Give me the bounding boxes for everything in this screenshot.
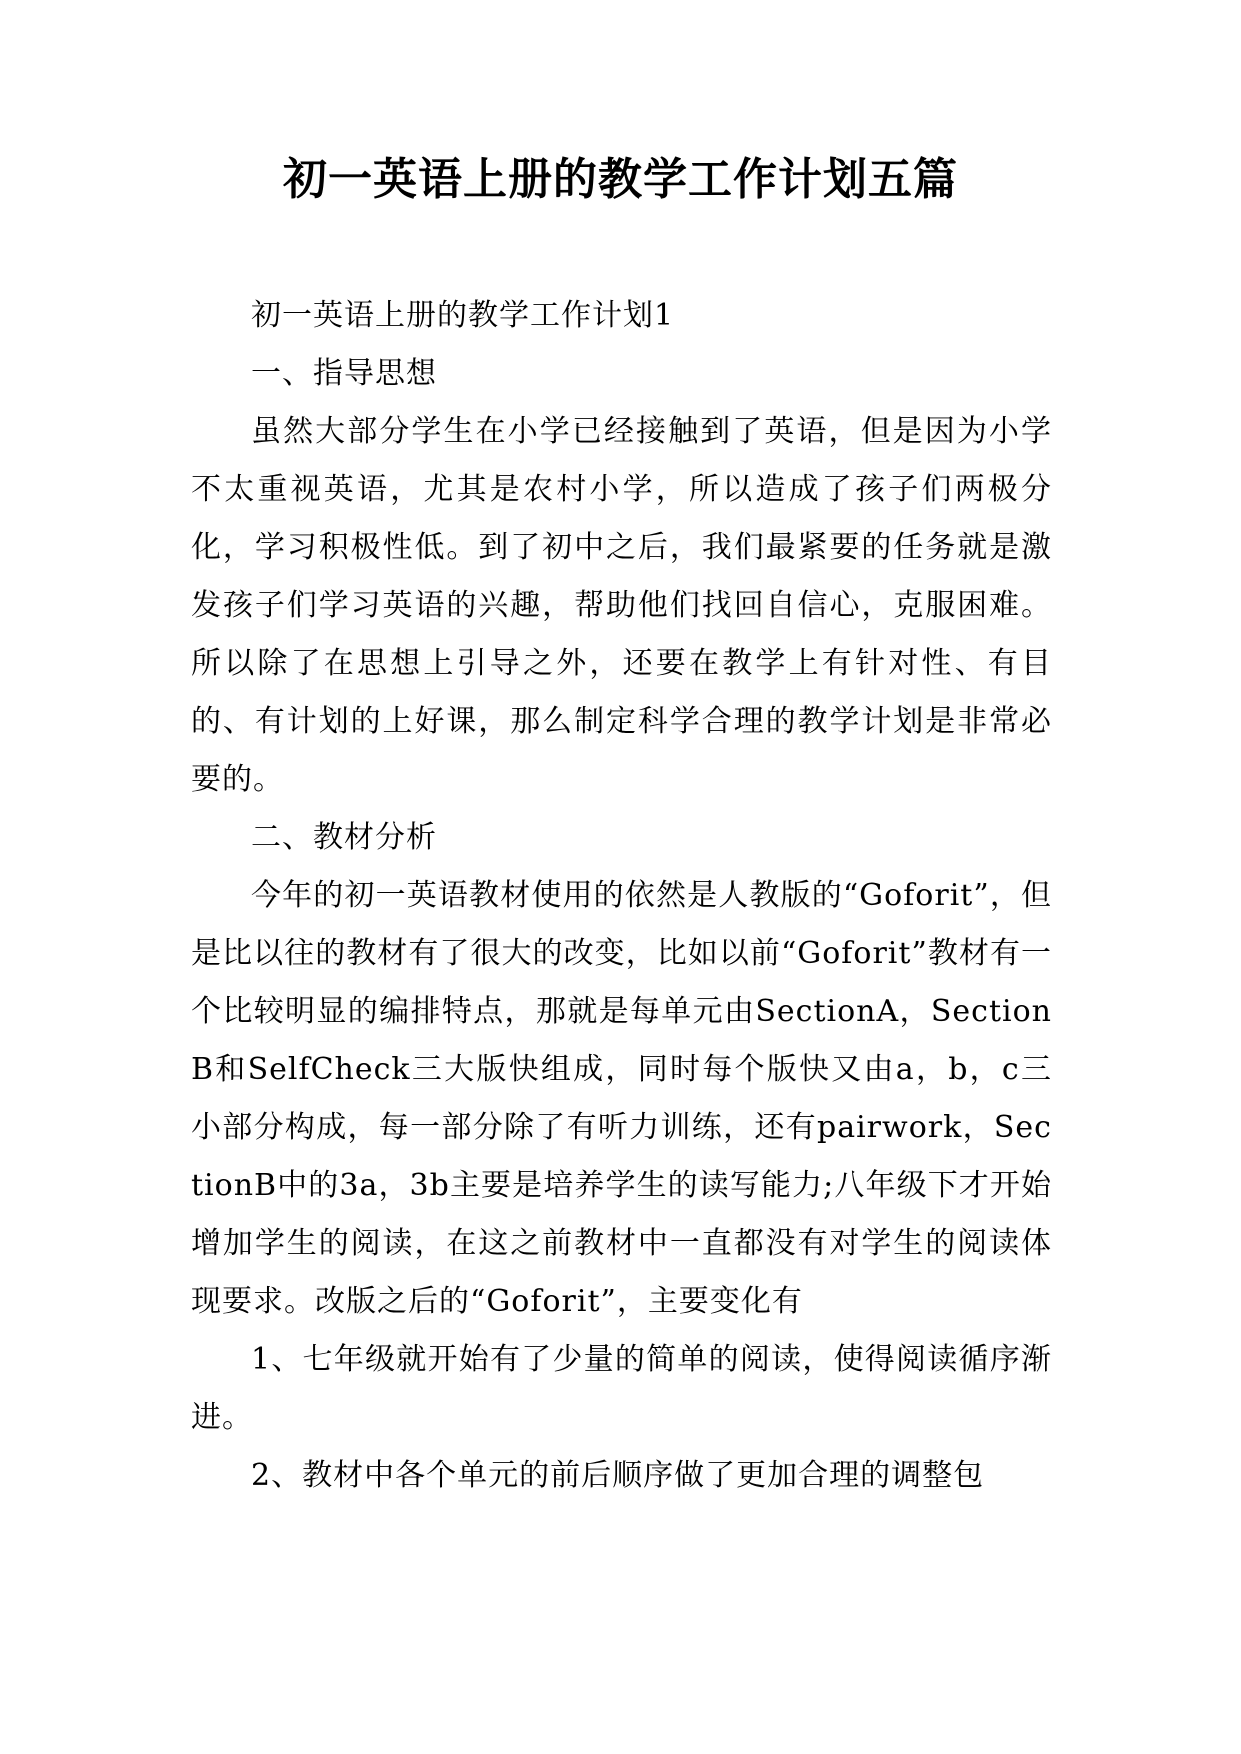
paragraph-textbook-analysis: 今年的初一英语教材使用的依然是人教版的“Goforit”，但是比以往的教材有了很大的改变，比如以前“Goforit”教材有一个比较明显的编排特点，那就是每单元由SectionA，SectionB和SelfCheck三大版快组成，同时每个版快又由a，b，c三小部分构成，每一部分除了有听力训练，还有pairwork，SectionB中的3a，3b主要是培养学生的读写能力;八年级下才开始增加学生的阅读，在这之前教材中一直都没有对学生的阅读体现要求。改版之后的“Goforit”，主要变化有 <box>191 878 1052 1319</box>
paragraph-guiding-ideology: 虽然大部分学生在小学已经接触到了英语，但是因为小学不太重视英语，尤其是农村小学，所以造成了孩子们两极分化，学习积极性低。到了初中之后，我们最紧要的任务就是激发孩子们学习英语的兴趣，帮助他们找回自信心，克服困难。所以除了在思想上引导之外，还要在教学上有针对性、有目的、有计划的上好课，那么制定科学合理的教学计划是非常必要的。 <box>191 414 1052 797</box>
list-item-2: 2、教材中各个单元的前后顺序做了更加合理的调整包 <box>251 1458 985 1493</box>
document-body <box>191 287 1052 1505</box>
paragraph-plan-heading: 初一英语上册的教学工作计划1 <box>251 298 675 333</box>
document-title: 初一英语上册的教学工作计划五篇 <box>283 154 958 205</box>
list-item-1: 1、七年级就开始有了少量的简单的阅读，使得阅读循序渐进。 <box>191 1342 1052 1435</box>
section-heading-textbook-analysis: 二、教材分析 <box>251 820 437 855</box>
section-heading-guiding-ideology: 一、指导思想 <box>251 356 437 391</box>
